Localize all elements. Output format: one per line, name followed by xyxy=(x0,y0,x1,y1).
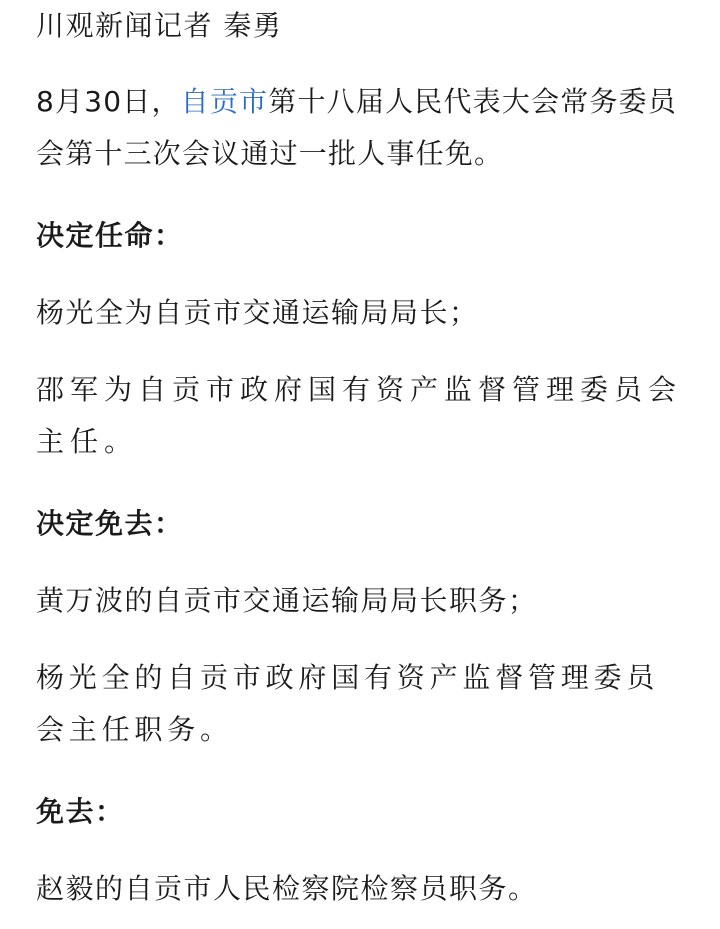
remove-heading: 免去： xyxy=(36,795,125,828)
dismiss-heading: 决定免去： xyxy=(36,507,184,540)
dismissal-item: 黄万波的自贡市交通运输局局长职务； xyxy=(36,584,538,617)
appointment-item: 杨光全为自贡市交通运输局局长； xyxy=(36,296,479,329)
appointment-item: 邵军为自贡市政府国有资产监督管理委员会主任。 xyxy=(36,373,683,458)
removal-item: 赵毅的自贡市人民检察院检察员职务。 xyxy=(36,872,538,905)
intro-text: 第十八届人民代表大会常务委员会第十三次会议通过一批人事任免。 xyxy=(36,85,678,170)
byline: 川观新闻记者 秦勇 xyxy=(36,9,283,42)
appoint-heading: 决定任命： xyxy=(36,219,184,252)
city-link[interactable]: 自贡市 xyxy=(180,85,269,118)
intro-date: 8月30日， xyxy=(36,85,181,118)
dismissal-item: 杨光全的自贡市政府国有资产监督管理委员会主任职务。 xyxy=(36,661,660,746)
article-body xyxy=(36,0,690,915)
intro-paragraph xyxy=(36,76,690,180)
